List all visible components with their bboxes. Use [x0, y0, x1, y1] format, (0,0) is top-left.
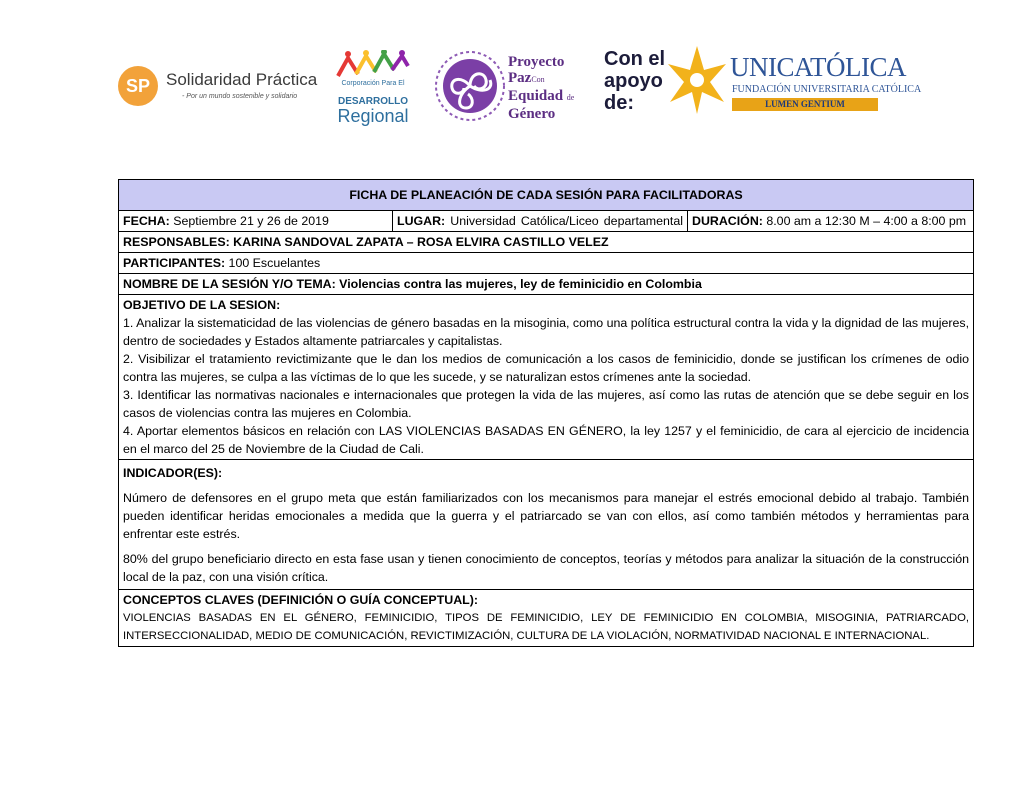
- solidaridad-practica-logo: [118, 66, 318, 110]
- lugar-cell: LUGAR: Universidad Católica/Liceo departamental: [393, 211, 688, 232]
- proyecto-paz-text: [508, 54, 574, 122]
- table-title: FICHA DE PLANEACIÓN DE CADA SESIÓN PARA FACILITADORAS: [119, 180, 974, 211]
- objetivo-item: 1. Analizar la sistematicidad de las violencias de género basadas en la misoginia, como una política estructural contra la vida y la dignidad de las mujeres, dentro de sociedades y Estados altamente patriarcales y capitalistas.: [123, 316, 970, 348]
- duracion-value: 8.00 am a 12:30 M – 4:00 a 8:00 pm: [762, 214, 967, 228]
- unicatolica-motto: LUMEN GENTIUM: [732, 98, 878, 111]
- tema-cell: NOMBRE DE LA SESIÓN Y/O TEMA: Violencias contra las mujeres, ley de feminicidio en Colombia: [119, 274, 974, 295]
- objetivo-label: OBJETIVO DE LA SESION:: [123, 298, 281, 312]
- corporacion-desarrollo-regional-logo: [330, 50, 416, 124]
- responsables-cell: RESPONSABLES: KARINA SANDOVAL ZAPATA – ROSA ELVIRA CASTILLO VELEZ: [119, 232, 974, 253]
- session-planning-table: [118, 179, 974, 647]
- objetivo-item: 2. Visibilizar el tratamiento revictimizante que le dan los medios de comunicación a los casos de feminicidio, donde se justifican los crímenes de odio contra las mujeres, se culpa a las víctimas de lo que les sucede, y se naturalizan estos crímenes ante la sociedad.: [123, 352, 970, 384]
- unicatolica-subtitle: FUNDACIÓN UNIVERSITARIA CATÓLICA: [732, 84, 922, 95]
- cdr-line1: Corporación Para El: [341, 80, 405, 87]
- fecha-cell: FECHA: Septiembre 21 y 26 de 2019: [119, 211, 393, 232]
- logo-bar: [0, 40, 1024, 130]
- support-text: Con el apoyo de:: [604, 48, 666, 114]
- ppaz-line4: Género: [508, 106, 556, 122]
- objetivo-item: 3. Identificar las normativas nacionales e internacionales que protegen la vida de las mujeres, así como las rutas de atención que se debe seguir en los casos de violencias contra las mujeres en Colombia.: [123, 388, 970, 420]
- cdr-line2: DESARROLLO: [338, 96, 408, 107]
- sp-badge: SP: [118, 66, 158, 106]
- ppaz-line2: PazCon: [508, 70, 545, 86]
- participantes-cell: PARTICIPANTES: 100 Escuelantes: [119, 253, 974, 274]
- lugar-value: Universidad Católica/Liceo departamental: [445, 214, 683, 228]
- responsables-value: KARINA SANDOVAL ZAPATA – ROSA ELVIRA CASTILLO VELEZ: [229, 235, 609, 249]
- proyecto-paz-logo: [434, 50, 604, 128]
- duracion-cell: DURACIÓN: 8.00 am a 12:30 M – 4:00 a 8:00 pm: [688, 211, 974, 232]
- objetivo-item: 4. Aportar elementos básicos en relación con LAS VIOLENCIAS BASADAS EN GÉNERO, la ley 1257 y el feminicidio, de cara al ejercicio de incidencia en el marco del 25 de Noviembre de la Ciudad de Cali.: [123, 424, 970, 456]
- indicador-item: 80% del grupo beneficiario directo en esta fase usan y tienen conocimiento de conceptos, teorías y métodos para analizar la situación de la construcción local de la paz, con una visión crítica.: [123, 552, 970, 584]
- conceptos-label: CONCEPTOS CLAVES (DEFINICIÓN O GUÍA CONCEPTUAL):: [123, 593, 478, 607]
- tema-value: Violencias contra las mujeres, ley de feminicidio en Colombia: [335, 277, 702, 291]
- people-icon: [336, 50, 410, 80]
- fecha-value: Septiembre 21 y 26 de 2019: [169, 214, 329, 228]
- sp-tagline: - Por un mundo sostenible y solidario: [182, 93, 298, 100]
- unicatolica-name: UNICATÓLICA: [730, 52, 906, 82]
- indicadores-cell: [119, 460, 974, 590]
- cdr-line3: Regional: [337, 106, 409, 126]
- star-icon: [666, 44, 728, 116]
- triskelion-icon: [434, 50, 506, 122]
- sp-name: Solidaridad Práctica: [166, 70, 318, 89]
- ppaz-line1: Proyecto: [508, 54, 565, 70]
- conceptos-cell: [119, 590, 974, 647]
- conceptos-value: VIOLENCIAS BASADAS EN EL GÉNERO, FEMINICIDIO, TIPOS DE FEMINICIDIO, LEY DE FEMINICIDIO EN COLOMBIA, MISOGINIA, PATRIARCADO, INTERSECCIONALIDAD, MEDIO DE COMUNICACIÓN, REVICTIMIZACIÓN, CULTURA DE LA VIOLACIÓN, NORMATIVIDAD NACIONAL E INTERNACIONAL.: [123, 612, 970, 642]
- indicador-item: Número de defensores en el grupo meta que están familiarizados con los mecanismos para manejar el estrés emocional debido al trabajo. También pueden identificar heridas emocionales a medida que la guerra y el patriarcado se van con ellos, así como también métodos y herramientas para enfrentar este estrés.: [123, 491, 970, 541]
- unicatolica-logo: [604, 44, 922, 130]
- objetivo-cell: [119, 295, 974, 460]
- indicadores-label: INDICADOR(ES):: [123, 466, 223, 480]
- participantes-value: 100 Escuelantes: [225, 256, 321, 270]
- ppaz-line3: Equidad de: [508, 88, 575, 104]
